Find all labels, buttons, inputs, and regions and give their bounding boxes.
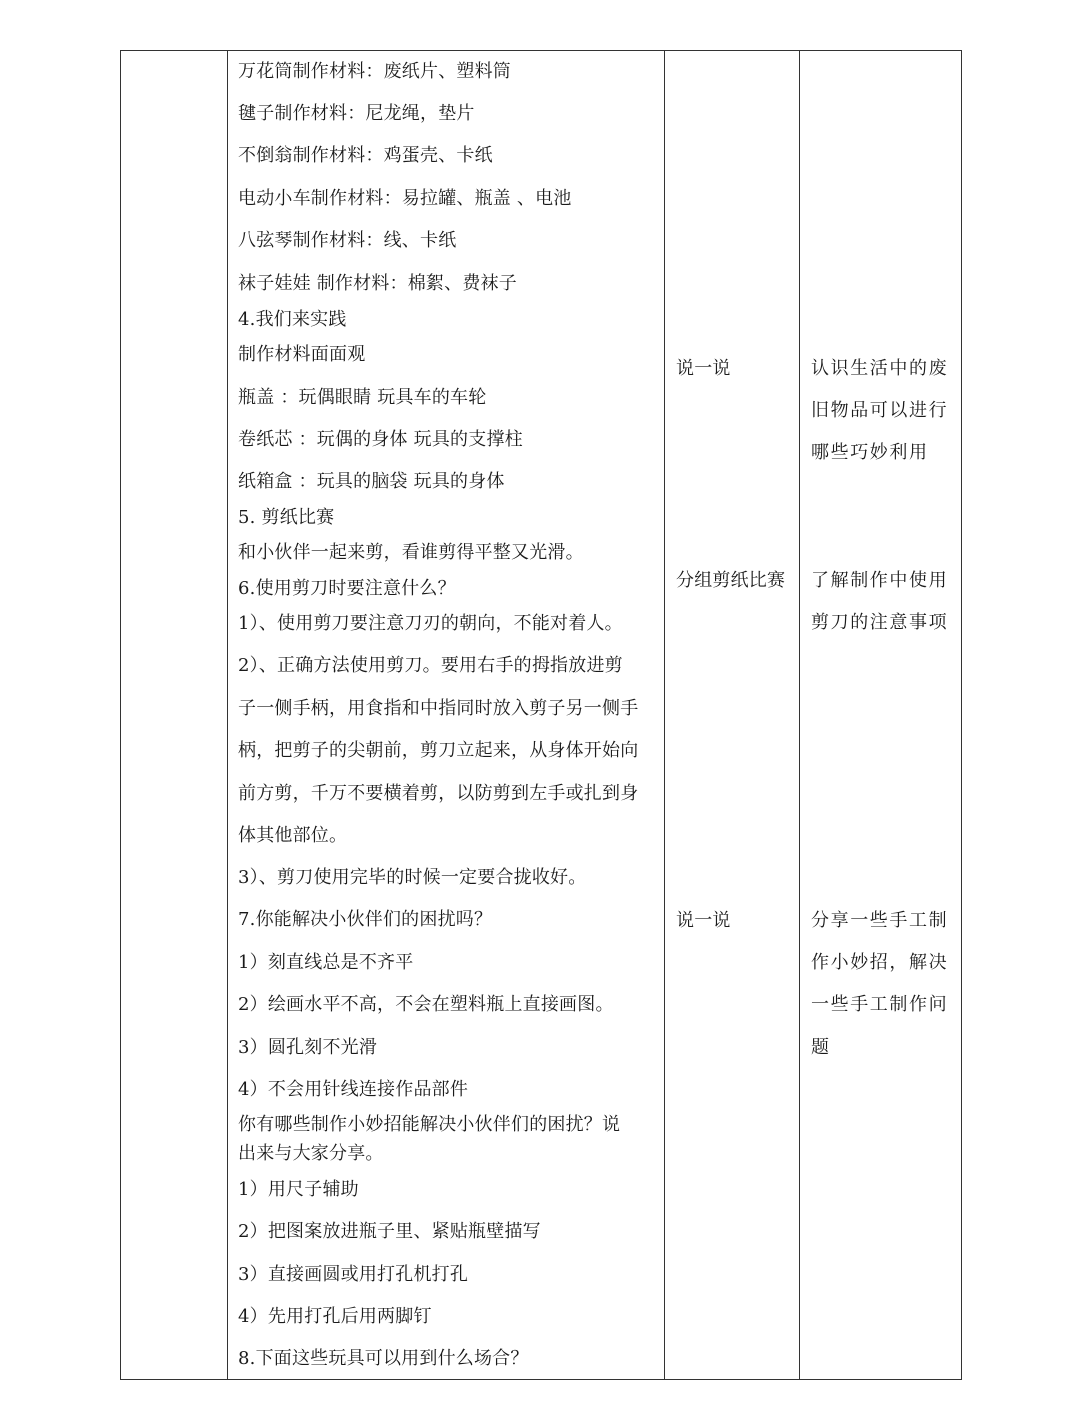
section-heading: 8.下面这些玩具可以用到什么场合？ bbox=[238, 1348, 529, 1369]
content-line: 前方剪，千万不要横着剪，以防剪到左手或扎到身 bbox=[238, 783, 639, 804]
activity-label: 分组剪纸比赛 bbox=[676, 570, 786, 591]
intent-line: 分享一些手工制 bbox=[811, 910, 949, 931]
content-line: 子一侧手柄，用食指和中指同时放入剪子另一侧手 bbox=[238, 698, 639, 719]
content-line: 3）、剪刀使用完毕的时候一定要合拢收好。 bbox=[238, 867, 587, 888]
intent-line: 认识生活中的废 bbox=[811, 358, 949, 379]
activity-label: 说一说 bbox=[676, 358, 731, 379]
intent-line: 了解制作中使用 bbox=[811, 570, 949, 591]
content-line: 体其他部位。 bbox=[238, 825, 348, 846]
activity-label: 说一说 bbox=[676, 910, 731, 931]
section-heading: 5. 剪纸比赛 bbox=[238, 507, 335, 528]
content-line: 2）绘画水平不高，不会在塑料瓶上直接画图。 bbox=[238, 994, 614, 1015]
section-heading: 6.使用剪刀时要注意什么？ bbox=[238, 578, 456, 599]
intent-line: 作小妙招，解决 bbox=[811, 952, 949, 973]
content-line: 瓶盖 ：玩偶眼睛 玩具车的车轮 bbox=[238, 387, 487, 408]
content-line: 1）、使用剪刀要注意刀刃的朝向，不能对着人。 bbox=[238, 613, 623, 634]
content-line: 八弦琴制作材料：线、卡纸 bbox=[238, 230, 457, 251]
content-line: 2）、正确方法使用剪刀。要用右手的拇指放进剪 bbox=[238, 655, 623, 676]
content-line: 4）先用打孔后用两脚钉 bbox=[238, 1306, 432, 1327]
content-line: 1）刻直线总是不齐平 bbox=[238, 952, 414, 973]
content-line: 3）圆孔刻不光滑 bbox=[238, 1037, 378, 1058]
content-line: 3）直接画圆或用打孔机打孔 bbox=[238, 1264, 469, 1285]
column-divider bbox=[799, 50, 800, 1380]
intent-line: 剪刀的注意事项 bbox=[811, 612, 949, 633]
content-line: 万花筒制作材料：废纸片、塑料筒 bbox=[238, 61, 511, 82]
content-line: 和小伙伴一起来剪，看谁剪得平整又光滑。 bbox=[238, 542, 584, 563]
content-line: 电动小车制作材料：易拉罐、瓶盖 、电池 bbox=[238, 188, 572, 209]
content-line: 毽子制作材料：尼龙绳，垫片 bbox=[238, 103, 475, 124]
content-line: 2）把图案放进瓶子里、紧贴瓶壁描写 bbox=[238, 1221, 541, 1242]
intent-line: 哪些巧妙利用 bbox=[811, 442, 929, 463]
content-line: 柄，把剪子的尖朝前，剪刀立起来，从身体开始向 bbox=[238, 740, 639, 761]
content-line: 不倒翁制作材料：鸡蛋壳、卡纸 bbox=[238, 145, 493, 166]
content-line: 卷纸芯 ：玩偶的身体 玩具的支撑柱 bbox=[238, 429, 523, 450]
column-divider bbox=[227, 50, 228, 1380]
intent-line: 题 bbox=[811, 1037, 831, 1058]
content-line: 制作材料面面观 bbox=[238, 344, 366, 365]
content-line: 1）用尺子辅助 bbox=[238, 1179, 359, 1200]
intent-line: 一些手工制作问 bbox=[811, 994, 949, 1015]
content-line: 纸箱盒 ：玩具的脑袋 玩具的身体 bbox=[238, 471, 505, 492]
content-line: 你有哪些制作小妙招能解决小伙伴们的困扰？说 bbox=[238, 1114, 621, 1135]
content-line: 出来与大家分享。 bbox=[238, 1143, 384, 1164]
section-heading: 7.你能解决小伙伴们的困扰吗？ bbox=[238, 909, 493, 930]
section-heading: 4.我们来实践 bbox=[238, 309, 347, 330]
content-line: 4）不会用针线连接作品部件 bbox=[238, 1079, 469, 1100]
column-divider bbox=[664, 50, 665, 1380]
content-line: 袜子娃娃 制作材料：棉絮、费袜子 bbox=[238, 273, 517, 294]
intent-line: 旧物品可以进行 bbox=[811, 400, 949, 421]
